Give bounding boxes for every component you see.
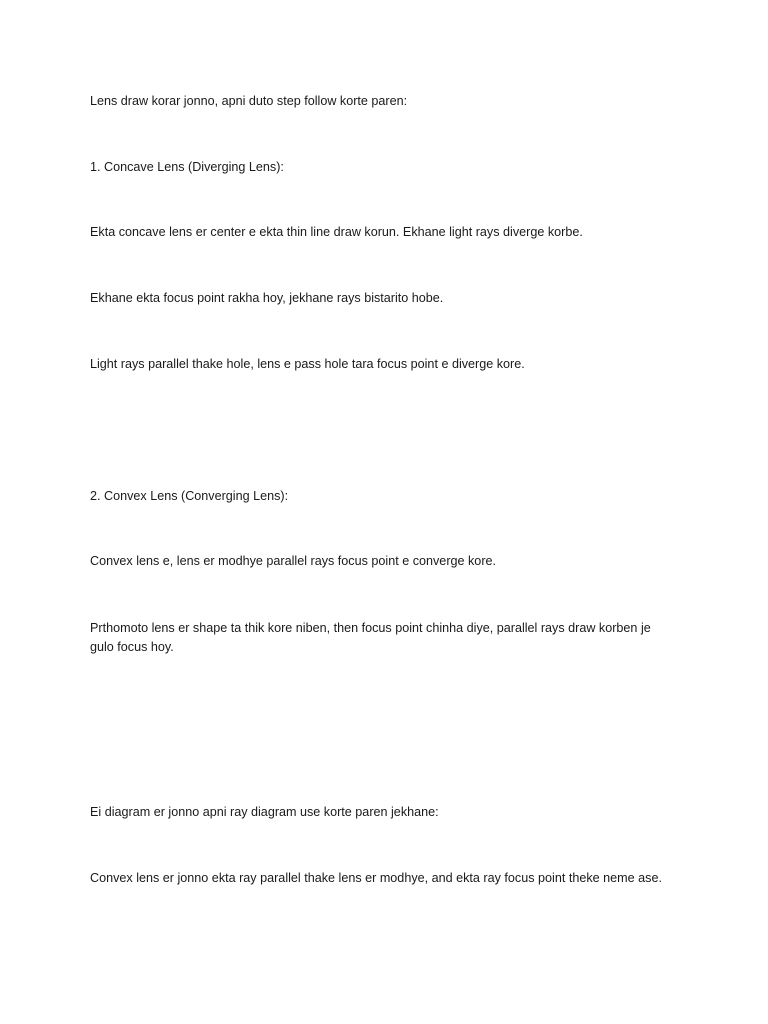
concave-focus-paragraph: Ekhane ekta focus point rakha hoy, jekhane rays bistarito hobe. — [90, 291, 444, 305]
convex-rays-paragraph: Convex lens e, lens er modhye parallel rays focus point e converge kore. — [90, 554, 497, 568]
concave-step-paragraph: Ekta concave lens er center e ekta thin line draw korun. Ekhane light rays diverge korbe. — [90, 225, 583, 239]
convex-ray-paragraph: Convex lens er jonno ekta ray parallel thake lens er modhye, and ekta ray focus point theke neme ase. — [90, 871, 662, 885]
intro-paragraph: Lens draw korar jonno, apni duto step follow korte paren: — [90, 94, 408, 108]
convex-shape-paragraph: Prthomoto lens er shape ta thik kore niben, then focus point chinha diye, parallel rays draw korben je gulo focus hoy. — [90, 621, 651, 654]
convex-lens-heading: 2. Convex Lens (Converging Lens): — [90, 489, 289, 503]
ray-diagram-paragraph: Ei diagram er jonno apni ray diagram use korte paren jekhane: — [90, 805, 439, 819]
concave-rays-paragraph: Light rays parallel thake hole, lens e pass hole tara focus point e diverge kore. — [90, 357, 525, 371]
concave-lens-heading: 1. Concave Lens (Diverging Lens): — [90, 160, 284, 174]
